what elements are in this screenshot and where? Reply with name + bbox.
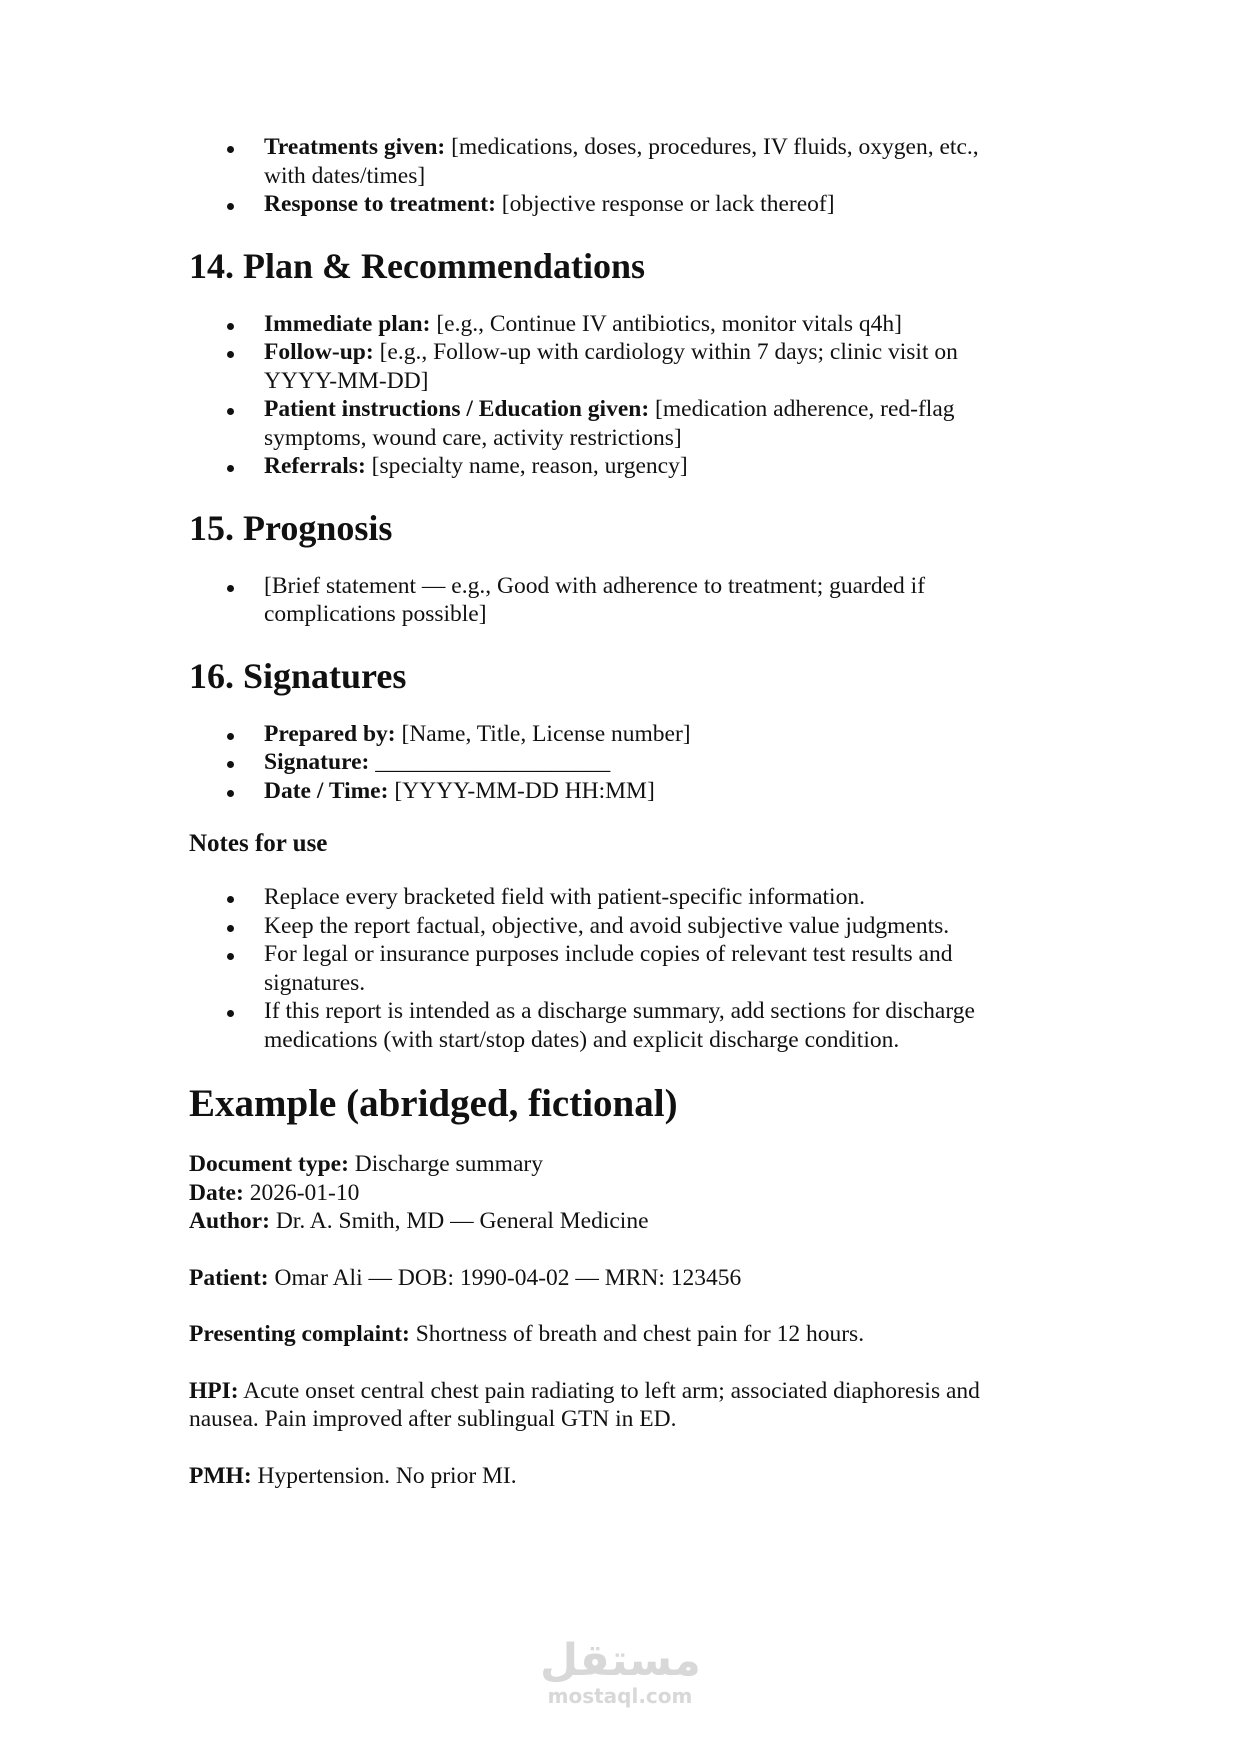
list-item (189, 190, 1069, 219)
item-text: [Name, Title, License number] (395, 720, 691, 747)
item-label: Prepared by: (264, 720, 396, 747)
list-item (189, 720, 1069, 749)
field-label: Presenting complaint: (189, 1321, 410, 1347)
list-item (189, 883, 1069, 912)
field-value: Omar Ali — DOB: 1990-04-02 — MRN: 123456 (268, 1264, 742, 1291)
item-label: Signature: (264, 749, 370, 775)
list-item (189, 912, 1069, 941)
bullet-icon (227, 585, 234, 592)
item-text: Keep the report factual, objective, and avoid subjective value judgments. (264, 912, 950, 939)
meta-label: Author: (189, 1208, 270, 1234)
item-text: [objective response or lack thereof] (495, 191, 835, 217)
example-meta (189, 1150, 1069, 1236)
bullet-icon (227, 465, 234, 472)
plan-list (189, 310, 1069, 481)
pmh-line (189, 1462, 1069, 1491)
list-item (189, 940, 1069, 997)
section-heading-plan: 14. Plan & Recommendations (189, 245, 645, 286)
item-text-cont: medications (with start/stop dates) and explicit discharge condition. (264, 1026, 900, 1053)
signatures-list (189, 720, 1069, 806)
bullet-icon (227, 351, 234, 358)
complaint-line (189, 1320, 1069, 1349)
treatments-list (189, 133, 1069, 219)
item-text-cont: with dates/times] (264, 162, 426, 189)
list-item (189, 310, 1069, 339)
notes-heading: Notes for use (189, 830, 328, 857)
signature-line: ____________________ (369, 749, 611, 775)
bullet-icon (227, 408, 234, 415)
list-item (189, 777, 1069, 806)
bullet-icon (227, 1010, 234, 1017)
bullet-icon (227, 323, 234, 330)
item-text: [medication adherence, red-flag (649, 396, 955, 422)
meta-label: Document type: (189, 1151, 349, 1177)
list-item (189, 997, 1069, 1054)
item-text: [Brief statement — e.g., Good with adherence to treatment; guarded if (264, 572, 926, 599)
item-label: Referrals: (264, 453, 366, 479)
field-value-cont: nausea. Pain improved after sublingual GTN in ED. (189, 1406, 677, 1432)
field-value: Shortness of breath and chest pain for 12 hours. (409, 1321, 865, 1347)
item-text: If this report is intended as a discharge summary, add sections for discharge (264, 998, 975, 1024)
meta-value: Discharge summary (348, 1151, 543, 1177)
bullet-icon (227, 146, 234, 153)
bullet-icon (227, 953, 234, 960)
item-label: Patient instructions / Education given: (264, 396, 650, 422)
item-text-cont: YYYY-MM-DD] (264, 367, 429, 394)
list-item (189, 572, 1069, 629)
watermark-latin: mostaql.com (547, 1684, 693, 1708)
watermark-arabic: مستقل (540, 1635, 701, 1686)
meta-line (189, 1179, 1069, 1208)
list-item (189, 452, 1069, 481)
notes-list (189, 883, 1069, 1054)
item-label: Response to treatment: (264, 191, 496, 217)
item-label: Follow-up: (264, 339, 374, 365)
field-value: Acute onset central chest pain radiating to left arm; associated diaphoresis and (238, 1377, 980, 1404)
item-label: Date / Time: (264, 777, 389, 804)
item-text: [medications, doses, procedures, IV fluids, oxygen, etc., (445, 134, 979, 160)
field-label: PMH: (189, 1462, 252, 1489)
item-text: [e.g., Follow-up with cardiology within 7 days; clinic visit on (373, 339, 958, 365)
document-page (189, 133, 1069, 1490)
item-text: For legal or insurance purposes include copies of relevant test results and (264, 941, 953, 967)
bullet-icon (227, 761, 234, 768)
prognosis-list (189, 572, 1069, 629)
meta-line (189, 1207, 1069, 1236)
section-heading-prognosis: 15. Prognosis (189, 507, 393, 548)
meta-label: Date: (189, 1179, 244, 1206)
bullet-icon (227, 733, 234, 740)
list-item (189, 338, 1069, 395)
item-text-cont: complications possible] (264, 601, 487, 627)
bullet-icon (227, 790, 234, 797)
meta-line (189, 1150, 1069, 1179)
meta-value: 2026-01-10 (243, 1179, 360, 1206)
meta-value: Dr. A. Smith, MD — General Medicine (269, 1208, 649, 1234)
list-item (189, 748, 1069, 777)
item-text-cont: symptoms, wound care, activity restrictions] (264, 424, 682, 451)
item-text: [YYYY-MM-DD HH:MM] (388, 777, 655, 804)
item-text-cont: signatures. (264, 969, 366, 996)
section-heading-signatures: 16. Signatures (189, 655, 407, 696)
mostaql-watermark-logo (540, 1637, 700, 1707)
hpi-paragraph (189, 1377, 1069, 1434)
item-label: Treatments given: (264, 134, 446, 160)
bullet-icon (227, 203, 234, 210)
field-label: Patient: (189, 1264, 269, 1291)
list-item (189, 395, 1069, 452)
bullet-icon (227, 925, 234, 932)
item-label: Immediate plan: (264, 310, 431, 337)
item-text: [specialty name, reason, urgency] (365, 453, 688, 479)
item-text: Replace every bracketed field with patient-specific information. (264, 884, 865, 910)
field-label: HPI: (189, 1377, 239, 1404)
bullet-icon (227, 896, 234, 903)
example-heading: Example (abridged, fictional) (189, 1082, 678, 1125)
list-item (189, 133, 1069, 190)
patient-line (189, 1264, 1069, 1293)
item-text: [e.g., Continue IV antibiotics, monitor vitals q4h] (430, 310, 902, 337)
field-value: Hypertension. No prior MI. (251, 1462, 517, 1489)
